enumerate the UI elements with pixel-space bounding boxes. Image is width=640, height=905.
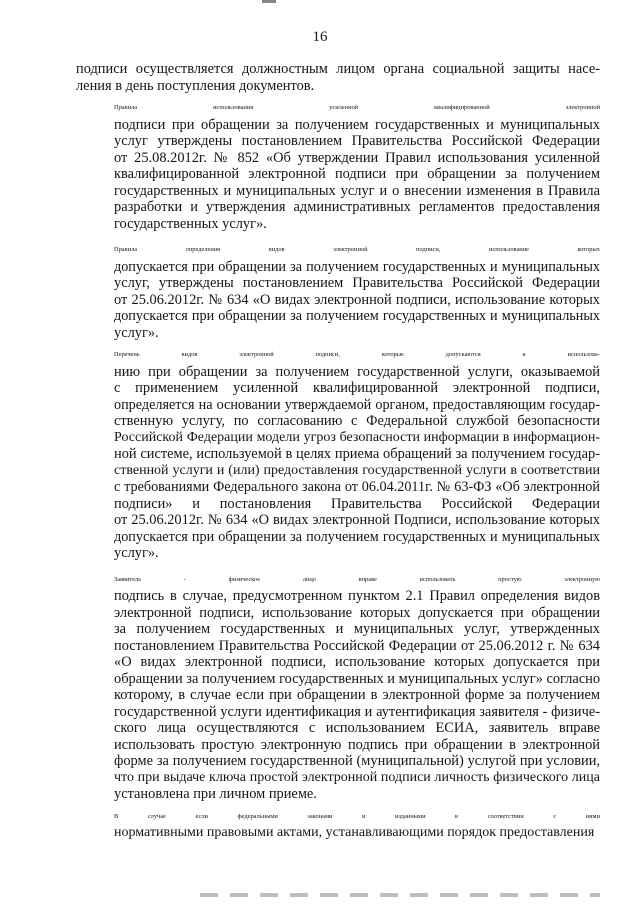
text-line: Перечень видов электронной подписи, которые допускаются к использова- <box>114 351 600 358</box>
text-line: услуг». <box>114 545 159 561</box>
text-line: разработки и утверждения административных регламентов предоставления <box>114 199 600 215</box>
text-line: ления в день поступления документов. <box>76 77 315 94</box>
text-line: услуг». <box>114 324 159 341</box>
text-line: установлена при личном приеме. <box>114 786 317 802</box>
text-line: допускается при обращении за получением государственных и муниципальных <box>114 258 600 275</box>
text-line: от 25.06.2012г. № 634 «О видах электронной подписи, использование которых <box>114 291 600 308</box>
text-line: что при выдаче ключа простой электронной подписи личность физического лица <box>114 769 600 785</box>
text-line: услуг, утверждены постановлением Правительства Российской Федерации <box>114 275 600 291</box>
text-line: допускается при обращении за получением государственных и муниципальных <box>114 308 600 324</box>
text-line: допускается при обращении за получением государственных и муниципальных <box>114 528 600 545</box>
text-line: государственных и муниципальных услуг и о внесении изменения в Правила <box>114 182 600 199</box>
text-line: подписи осуществляется должностным лицом органа социальной защиты насе- <box>76 61 600 77</box>
text-line: государственных услуг». <box>114 215 267 232</box>
text-line: государственной услуги идентификация и аутентификация заявителя - физиче- <box>114 703 600 720</box>
paragraph-federal-laws <box>76 809 600 842</box>
text-line: которому, в случае если при обращении в электронной форме за получением <box>114 687 600 703</box>
text-line: от 25.08.2012г. № 852 «Об утверждении Правил использования усиленной <box>114 149 600 166</box>
text-line: Правила использования усиленной квалифицированной электронной <box>114 104 600 111</box>
text-line: ственную услугу, по согласованию с Федеральной службой безопасности <box>114 413 600 429</box>
text-line: Правила определения видов электронной подписи, использование которых <box>114 246 600 253</box>
text-line: ственной услуги и (или) предоставления государственной услуги в соответствии <box>114 462 600 478</box>
document-body <box>76 61 600 842</box>
text-line: Заявитель - физическое лицо вправе использовать простую электронную <box>114 575 600 583</box>
scan-artifact-dashes <box>200 893 600 897</box>
text-line: использовать простую электронную подпись при обращении в электронной <box>114 736 600 753</box>
text-line: нормативными правовыми актами, устанавливающими порядок предоставления <box>114 825 595 840</box>
text-line: ского лица осуществляются с использованием ЕСИА, заявитель вправе <box>114 720 600 736</box>
text-line: определяется на основании утверждаемой органом, предоставляющим государ- <box>114 396 600 413</box>
text-line: подписи» и постановления Правительства Российской Федерации <box>114 495 600 512</box>
text-line: электронной подписи, использование которых допускается при обращении <box>114 604 600 621</box>
text-line: квалифицированной электронной подписи при обращении за получением <box>114 166 600 182</box>
scan-artifact-mark <box>262 0 276 3</box>
paragraph-signature-types-rules <box>76 242 600 341</box>
text-line: за получением государственных и муниципальных услуг, утвержденных <box>114 621 600 637</box>
paragraph-simple-signature-applicant <box>76 572 600 803</box>
paragraph-signature-types-list <box>76 347 600 562</box>
text-line: В случае если федеральными законами и изданными в соответствии с ними <box>114 812 600 820</box>
text-line: услуг утверждены постановлением Правительства Российской Федерации <box>114 133 600 149</box>
text-line: Российской Федерации модели угроз безопасности информации в информацион- <box>114 429 600 445</box>
text-line: постановлением Правительства Российской Федерации от 25.06.2012 г. № 634 <box>114 637 600 654</box>
text-line: «О видах электронной подписи, использование которых допускается при <box>114 654 600 670</box>
text-line: от 25.06.2012г. № 634 «О видах электронной Подписи, использование которых <box>114 512 600 528</box>
text-line: с требованиями Федерального закона от 06.04.2011г. № 63-ФЗ «Об электронной <box>114 479 600 495</box>
text-line: ной системе, используемой в целях приема обращений за получением государ- <box>114 446 600 462</box>
text-line: подписи при обращении за получением государственных и муниципальных <box>114 116 600 133</box>
paragraph-enhanced-signature-rules <box>76 100 600 232</box>
text-line: с применением усиленной квалифицированной электронной подписи, <box>114 380 600 396</box>
text-line: нию при обращении за получением государственной услуги, оказываемой <box>114 363 600 380</box>
text-line: обращении за получением государственных и муниципальных услуг» согласно <box>114 670 601 687</box>
text-line: подпись в случае, предусмотренном пунктом 2.1 Правил определения видов <box>114 588 600 604</box>
page-number: 16 <box>312 29 328 45</box>
paragraph-continuation <box>76 61 600 94</box>
text-line: форме за получением государственной (муниципальной) услугой при условии, <box>114 753 600 769</box>
